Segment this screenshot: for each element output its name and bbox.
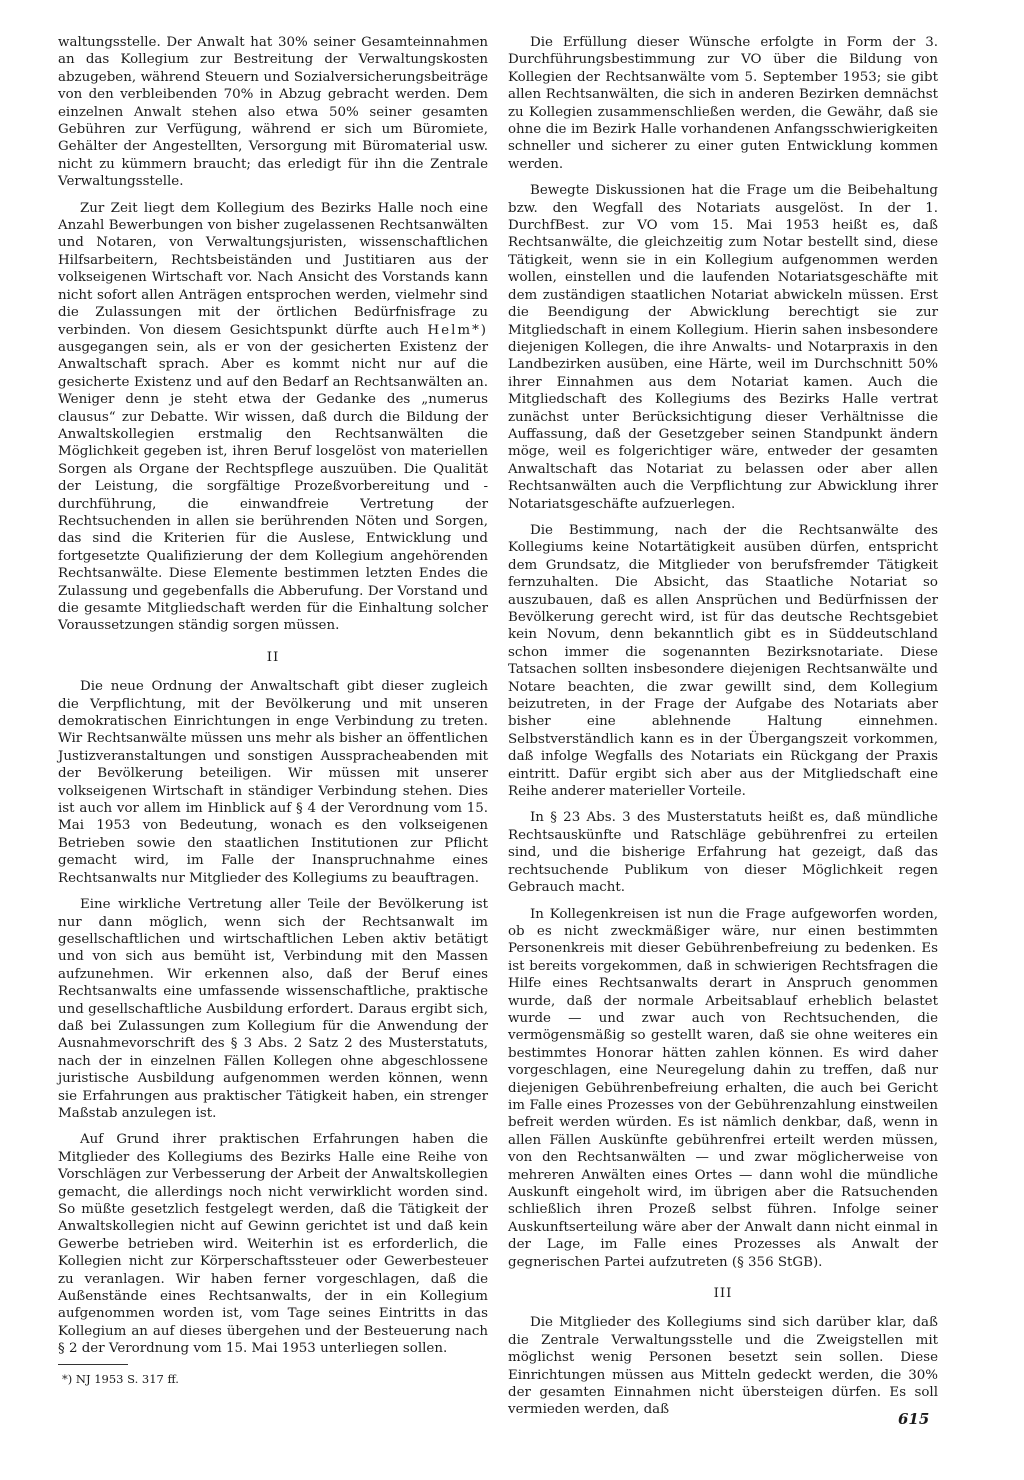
left-paragraph-2-start: Zur Zeit liegt dem Kollegium des Bezirks Halle noch eine Anzahl Bewerbungen von bisher zugelassenen Rechtsanwälten und Notaren, von Verwaltungsjuristen, wissenschaftlichen Hilfsarbeitern, Rechtsbeiständen und Justitiaren aus der volkseigenen Wirtschaft vor. Nach Ansicht des Vorstands kann nicht sofort allen Anträgen entsprochen werden, vielmehr sind die Zulassungen mit der örtlichen Bedürfnisfrage zu verbinden. Von diesem Gesichtspunkt dürfte auch	[58, 200, 488, 338]
right-paragraph-5: In Kollegenkreisen ist nun die Frage aufgeworfen worden, ob es nicht zweckmäßiger wäre, nur einen bestimmten Personenkreis mit dieser Gebührenbefreiung zu bedenken. Es ist bereits vorgekommen, daß in schwierigen Rechtsfragen die Hilfe eines Rechtsanwalts derart in Anspruch genommen wurde, daß der normale Arbeitsablauf erheblich belastet wurde — und zwar auch von Rechtsuchenden, die vermögensmäßig so gestellt waren, daß sie ohne weiteres ein bestimmtes Honorar hätten zahlen können. Es wird daher vorgeschlagen, eine Neuregelung dahin zu treffen, daß nur diejenigen Gebührenbefreiung erhalten, die auch bei Gericht im Falle eines Prozesses von der Gebührenzahlung einstweilen befreit werden würden. Es ist nämlich denkbar, daß, wenn in allen Fällen Auskünfte gebührenfrei erteilt werden müssen, von den Rechtsanwälten — und zwar möglicherweise von mehreren Anwälten eines Ortes — dann wohl die mündliche Auskunft eingeholt wird, im übrigen aber die Ratsuchenden schließlich ihren Prozeß selbst führen. Infolge seiner Auskunftserteilung wäre aber der Anwalt dann nicht einmal in der Lage, im Falle eines Prozesses als Anwalt der gegnerischen Partei aufzutreten (§ 356 StGB).	[508, 906, 938, 1270]
left-paragraph-2-end: ausgegangen sein, als er von der gesicherten Existenz der Anwaltschaft sprach. Aber es kommt nicht nur auf die gesicherte Existenz und auf den Bedarf an Rechtsanwälten an. Weniger denn je steht etwa der Gedanke des „numerus clausus“ zur Debatte. Wir wissen, daß durch die Bildung der Anwaltskollegien erstmalig den Rechtsanwälten die Möglichkeit gegeben ist, ihren Beruf losgelöst von materiellen Sorgen als Organe der Rechtspflege auszuüben. Die Qualität der Leistung, die sorgfältige Prozeßvorbereitung und -durchführung, die einwandfreie Vertretung der Rechtsuchenden in allen sie berührenden Nöten und Sorgen, das sind die Kriterien für die Auslese, Entwicklung und fortgesetzte Qualifizierung der dem Kollegium angehörenden Rechtsanwälte. Diese Elemente bestimmen letzten Endes die Zulassung und gegebenfalls die Abberufung. Der Vorstand und die gesamte Mitgliedschaft werden für die Einhaltung solcher Voraussetzungen ständig sorgen müssen.	[58, 339, 488, 634]
right-paragraph-4: In § 23 Abs. 3 des Musterstatuts heißt es, daß mündliche Rechtsauskünfte und Ratschläge gebührenfrei zu erteilen sind, und die bisherige Erfahrung hat gezeigt, daß das rechtsuchende Publikum von dieser Möglichkeit regen Gebrauch macht.	[508, 810, 938, 896]
right-paragraph-1: Die Erfüllung dieser Wünsche erfolgte in Form der 3. Durchführungsbestimmung zur VO über die Bildung von Kollegien der Rechtsanwälte vom 5. September 1953; sie gibt allen Rechtsanwälten, die sich in anderen Bezirken demnächst zu Kollegien zusammenschließen werden, die Gewähr, daß sie ohne die im Bezirk Halle vorhandenen Anfangsschwierigkeiten schneller und sicherer zu einer guten Entwicklung kommen werden.	[508, 35, 938, 172]
footnote-divider	[58, 1364, 128, 1365]
left-column	[58, 34, 488, 1358]
right-paragraph-2: Bewegte Diskussionen hat die Frage um die Beibehaltung bzw. den Wegfall des Notariats ausgelöst. In der 1. DurchfBest. zur VO vom 15. Mai 1953 heißt es, daß Rechtsanwälte, die gleichzeitig zum Notar bestellt sind, diese Tätigkeit, wenn sie in ein Kollegium aufgenommen werden wollen, einstellen und die laufenden Notariatsgeschäfte mit dem zuständigen staatlichen Notariat abwickeln müssen. Erst die Beendigung der Abwicklung berechtigt sie zur Mitgliedschaft in einem Kollegium. Hierin sahen insbesondere diejenigen Kollegen, die ihre Anwalts- und Notarpraxis in den Landbezirken ausüben, eine Härte, weil im Durchschnitt 50% ihrer Einnahmen aus dem Notariat kamen. Auch die Mitgliedschaft des Kollegiums des Bezirks Halle vertrat zunächst unter Berücksichtigung dieser Verhältnisse die Auffassung, daß der Gesetzgeber seinen Standpunkt ändern möge, weil es folgerichtiger wäre, entweder der gesamten Anwaltschaft das Notariat zu belassen oder aber allen Rechtsanwälten auch die Verpflichtung zur Abwicklung ihrer Notariatsgeschäfte aufzuerlegen.	[508, 183, 938, 512]
page-number: 615	[898, 1410, 930, 1428]
left-paragraph-3: Die neue Ordnung der Anwaltschaft gibt dieser zugleich die Verpflichtung, mit der Bevölkerung und mit unseren demokratischen Einrichtungen in enge Verbindung zu treten. Wir Rechtsanwälte müssen uns mehr als bisher an öffentlichen Justizveranstaltungen und sonstigen Ausspracheabenden mit der Bevölkerung beteiligen. Wir müssen mit unserer volkseigenen Wirtschaft in ständiger Verbindung stehen. Dies ist auch vor allem im Hinblick auf § 4 der Verordnung vom 15. Mai 1953 von Bedeutung, wonach es den volkseigenen Betrieben sowie den staatlichen Institutionen zur Pflicht gemacht wird, im Falle der Inanspruchnahme eines Rechtsanwalts nur Mitglieder des Kollegiums zu beauftragen.	[58, 679, 488, 886]
left-paragraph-2	[58, 200, 488, 635]
section-heading-ii: II	[266, 649, 280, 665]
author-reference-helm: Helm*)	[427, 322, 488, 338]
section-heading-iii: III	[713, 1286, 733, 1302]
right-paragraph-3: Die Bestimmung, nach der die Rechtsanwälte des Kollegiums keine Notartätigkeit ausüben dürfen, entspricht dem Grundsatz, die Mitglieder von berufsfremder Tätigkeit fernzuhalten. Die Absicht, das Staatliche Notariat so auszubauen, daß es allen Ansprüchen und Bedürfnissen der Bevölkerung gerecht wird, ist für das deutsche Rechtsgebiet kein Novum, denn bekanntlich gibt es in Süddeutschland schon immer die sogenannten Bezirksnotariate. Diese Tatsachen sollten insbesondere diejenigen Rechtsanwälte und Notare beachten, die zwar gewillt sind, dem Kollegium beizutreten, in der Frage der Aufgabe des Notariats aber bisher eine ablehnende Haltung einnehmen. Selbstverständlich kann es in der Übergangszeit vorkommen, daß infolge Wegfalls des Notariats ein Rückgang der Praxis eintritt. Dafür ergibt sich aber aus der Mitgliedschaft eine Reihe anderer materieller Vorteile.	[508, 522, 938, 800]
left-paragraph-4: Eine wirkliche Vertretung aller Teile der Bevölkerung ist nur dann möglich, wenn sich der Rechtsanwalt im gesellschaftlichen und wirtschaftlichen Leben aktiv betätigt und von sich aus bemüht ist, Verbindung mit den Massen aufzunehmen. Wir erkennen also, daß der Beruf eines Rechtsanwalts eine umfassende wissenschaftliche, praktische und gesellschaftliche Ausbildung erfordert. Daraus ergibt sich, daß bei Zulassungen zum Kollegium für die Anwendung der Ausnahmevorschrift des § 3 Abs. 2 Satz 2 des Musterstatuts, nach der in einzelnen Fällen Kollegen ohne abgeschlossene juristische Ausbildung aufgenommen werden können, wenn sie Erfahrungen aus praktischer Tätigkeit haben, ein strenger Maßstab anzulegen ist.	[58, 897, 488, 1121]
left-paragraph-1: waltungsstelle. Der Anwalt hat 30% seiner Gesamteinnahmen an das Kollegium zur Bestreitung der Verwaltungskosten abzugeben, während Steuern und Sozialversicherungsbeiträge von den verbleibenden 70% in Abzug gebracht werden. Dem einzelnen Anwalt stehen also etwa 50% seiner gesamten Gebühren zur Verfügung, während er sich um Büromiete, Gehälter der Angestellten, Versorgung mit Büromaterial usw. nicht zu kümmern braucht; das erledigt für ihn die Zentrale Verwaltungsstelle.	[58, 35, 488, 190]
right-paragraph-6: Die Mitglieder des Kollegiums sind sich darüber klar, daß die Zentrale Verwaltungsstelle und die Zweigstellen mit möglichst wenig Personen besetzt sein sollen. Diese Einrichtungen müssen aus Mitteln gedeckt werden, die 30% der gesamten Einnahmen nicht übersteigen dürfen. Es soll vermieden werden, daß	[508, 1315, 938, 1418]
footnote: *) NJ 1953 S. 317 ff.	[62, 1372, 179, 1386]
left-paragraph-5: Auf Grund ihrer praktischen Erfahrungen haben die Mitglieder des Kollegiums des Bezirks Halle eine Reihe von Vorschlägen zur Verbesserung der Arbeit der Anwaltskollegien gemacht, die allerdings noch nicht verwirklicht worden sind. So müßte gesetzlich festgelegt werden, daß die Tätigkeit der Anwaltskollegien nicht auf Gewinn gerichtet ist und daß kein Gewerbe betrieben wird. Weiterhin ist es erforderlich, die Kollegien nicht zur Körperschaftssteuer oder Gewerbesteuer zu veranlagen. Wir haben ferner vorgeschlagen, daß die Außenstände eines Rechtsanwalts, der in ein Kollegium aufgenommen worden ist, vom Tage seines Eintritts in das Kollegium an auf dieses übergehen und der Besteuerung nach § 2 der Verordnung vom 15. Mai 1953 unterliegen sollen.	[58, 1132, 488, 1357]
right-column	[508, 34, 938, 1419]
